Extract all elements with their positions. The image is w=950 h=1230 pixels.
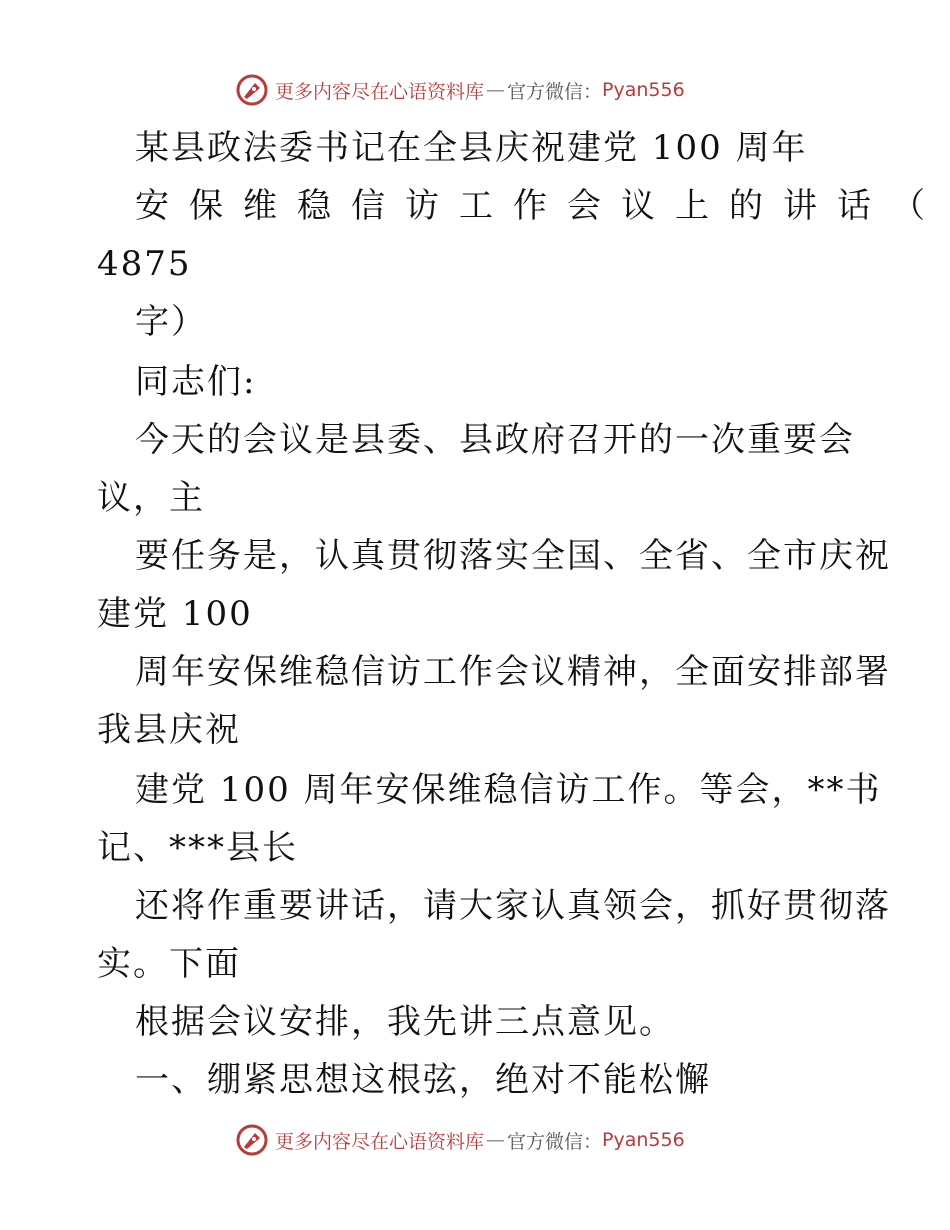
paragraph-line: 根据会议安排，我先讲三点意见。 <box>135 1002 675 1042</box>
paragraph-line: 建党 100 周年安保维稳信访工作。等会，**书 <box>135 770 882 810</box>
banner-contact-label: 官方微信： <box>507 80 603 103</box>
greeting-text: 同志们: <box>135 362 257 402</box>
banner-separator: — <box>486 1129 506 1151</box>
paragraph-line: 实。下面 <box>97 944 241 984</box>
paragraph-line: 议，主 <box>97 478 205 518</box>
banner-contact-id: Pyan556 <box>602 1129 685 1151</box>
document-title-line-4: 字） <box>135 302 207 342</box>
banner-promo-text: 更多内容尽在心语资料库 <box>275 1130 485 1153</box>
footer-watermark-banner <box>235 1122 685 1158</box>
banner-promo-text: 更多内容尽在心语资料库 <box>275 80 485 103</box>
paragraph-line: 周年安保维稳信访工作会议精神，全面安排部署 <box>135 652 891 692</box>
document-title-line-1: 某县政法委书记在全县庆祝建党 100 周年 <box>135 128 808 168</box>
paragraph-line: 要任务是，认真贯彻落实全国、全省、全市庆祝 <box>135 536 891 576</box>
pen-nib-circle-icon <box>235 1123 269 1157</box>
banner-contact-label: 官方微信： <box>507 1130 603 1153</box>
banner-contact-id: Pyan556 <box>602 79 685 101</box>
header-watermark-banner <box>235 72 685 108</box>
paragraph-line: 我县庆祝 <box>97 710 241 750</box>
pen-nib-circle-icon <box>235 73 269 107</box>
paragraph-line: 还将作重要讲话，请大家认真领会，抓好贯彻落 <box>135 886 891 926</box>
document-title-word-count: 4875 <box>97 244 192 284</box>
document-title-line-2: 安保维稳信访工作会议上的讲话（ <box>135 186 945 226</box>
section-heading-1: 一、绷紧思想这根弦，绝对不能松懈 <box>135 1060 711 1100</box>
paragraph-line: 记、***县长 <box>97 828 298 868</box>
paragraph-line: 今天的会议是县委、县政府召开的一次重要会 <box>135 420 855 460</box>
banner-separator: — <box>486 79 506 101</box>
paragraph-line: 建党 100 <box>97 594 253 634</box>
